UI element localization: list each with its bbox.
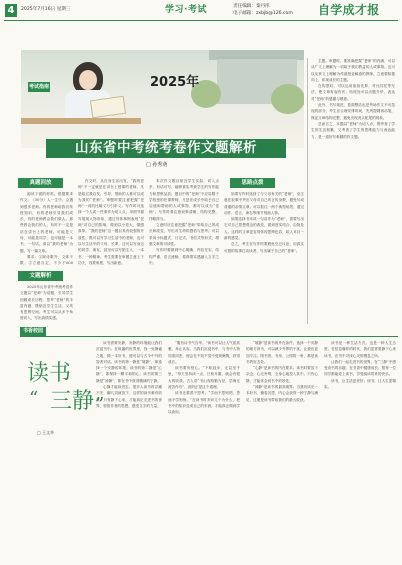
paragraph: 读书需要安静，安静的环境能让我们沉浸书中。在喧嚣的世界里，找一处静谧之地，捧一本好书，便可以与古今中外的智者对话。读书的第一静是“境静”，即选择一个安静的环境；读书的第二静是“心静”，即保持一颗平和的心；读书的第三静是“神静”，即在书中获得精神的宁静。	[96, 341, 162, 383]
article-column	[168, 340, 240, 560]
subhead-wenti: 文题解析	[18, 271, 63, 281]
article-column	[96, 340, 162, 560]
paragraph: 读书还要善于思考。“学而不思则罔，思而不学则殆。”在读书时多问几个为什么，把书中的知识变成自己的东西，才能真正做到学以致用。	[168, 391, 240, 415]
paragraph: “境静”是读书的外在条件。选择一个安静的地方读书，可以减少外界的干扰，让我们更加专注。图书馆、书房、公园的一角，都是读书的好去处。	[246, 341, 318, 364]
header-rule	[4, 20, 398, 21]
paragraph: 总之，考生在写作时要避免空泛议论，用真实可感的故事打动读者，写出属于自己的“老师”。	[224, 242, 304, 253]
feature-tag: 考试指南	[28, 84, 49, 90]
bottom-author: □ 王文华	[37, 430, 55, 435]
tree-illustration	[271, 84, 304, 114]
section-tag: 书香校园	[20, 327, 46, 336]
article-column	[20, 284, 73, 324]
paragraph: 此外，书写规范、卷面整洁也是考场作文不可忽视的部分。考生应合理安排时间，先列提纲再动笔，保证文章结构完整，避免出现虎头蛇尾的现象。	[311, 103, 395, 120]
subhead-siluo: 思路点拨	[230, 178, 275, 188]
quote-close-glyph: ”	[95, 394, 105, 415]
paragraph: “心静”是读书的内在要求。读书时要放下杂念，心无旁骛，全身心地投入其中。只有心静，才能体会到书中的妙处。	[246, 366, 318, 383]
article-column	[224, 191, 304, 324]
paragraph: 2025年山东省中考统考卷作文题以“老师”为话题，引导学生回顾成长历程，思考“老师”的丰富内涵，既贴近学生生活，又具有思辨空间。考生可以从多个角度切入，写出真情实感。	[20, 285, 73, 321]
paragraph: 在构思时，可以运用欲扬先抑、对比衬托等写法，使文章有起有伏；结尾处可以点题升华，表达对“老师”的感激与敬意。	[311, 84, 395, 101]
article-column	[78, 178, 144, 324]
paragraph: “神静”是读书的最高境界。当我们读完一本好书，掩卷沉思，内心会获得一种宁静与满足，这便是读书带给我们的最大收获。	[246, 385, 318, 402]
paragraph: 要求：①除诗歌外，文体不限；②立意自定，不少于600	[20, 254, 73, 266]
feature-title: 山东省中考统考卷作文题解析	[46, 139, 286, 158]
feature-banner-illustration	[21, 50, 304, 148]
newspaper-masthead: 自学成才报	[318, 3, 380, 17]
page-number: 4	[5, 4, 17, 17]
paragraph: 立意时应注意挖掘“老师”带给自己的成长和改变，写出对生命的感悟与思考。可以采用小标题式、日记式、书信式等形式，增强文章的可读性。	[149, 223, 219, 246]
bottom-title-line1: 读书	[27, 361, 72, 386]
paragraph: 主题。审题时，要准确把握“老师”的内涵，可以从广义上理解为一切给予我们教益的人或事物；也可以从狭义上理解为传道授业解惑的教师。立意要积极向上，体现成长的主题。	[311, 59, 395, 82]
paragraph: 心静才能读进去。很多人读书时浮躁不安，翻几页就放下，这样的读书难有收获。只有静下心来，才能真正走进书的世界，领悟作者的思想，感受文字的力量。	[96, 385, 162, 408]
paragraph: “腹有诗书气自华。”读书可以让人气质高雅，举止从容。当我们沉浸书中，与书中人物同喜同悲，便会在不知不觉中受到熏陶，获得成长。	[168, 341, 240, 364]
subhead-zhenti: 真题回放	[18, 178, 63, 188]
column-divider	[307, 58, 308, 324]
paragraph: 总而言之，本题以“老师”为切入点，既考查了学生的生活积累，又考查了学生的思维能力与表达能力，是一道好写难精的作文题。	[311, 121, 395, 139]
editor-email: 电子邮箱：zxbjb@126.com	[233, 11, 293, 16]
student-face	[79, 70, 97, 90]
section-name: 学习·考试	[165, 5, 207, 15]
article-column	[20, 191, 73, 267]
paragraph: 如果选择书本或一句话作为“老师”，需要写出它对自己思想观念的改变，做到虚实结合、由物及人。这样的文章更容易体现思辨色彩，给人耳目一新的感觉。	[224, 217, 304, 241]
paragraph: 本次作文题目贴近学生实际，切入点多，有话可写，能够真实考查学生的写作能力和思维品质。题目中的“老师”不应局限于学校里的任课教师，凡是在成长中给予自己启迪和帮助的人或事物，都可以成为“老师”。写作时要注意叙事清晰，结构完整，详略得当。	[149, 179, 219, 221]
paragraph: 写作时要做到中心明确、内容充实、结构严谨、语言流畅，将真情实感融入文字之中。	[149, 248, 219, 265]
page-header	[0, 0, 402, 22]
article-column	[324, 340, 396, 560]
feature-year: 2025年	[150, 75, 200, 90]
paragraph: 读书是一种生活方式，也是一种人生态度。在信息爆炸的时代，我们更需要静下心来读书，在书中寻找心灵的栖息之所。	[324, 341, 396, 358]
desk	[21, 118, 141, 124]
paragraph: 读书，让生活更美好；读书，让人生更精彩。	[324, 378, 396, 390]
article-column	[246, 340, 318, 560]
paragraph: 作文时，从自身生活出发，“我的老师”不一定就是在讲台上授课的老师，凡是给过我启发、引导、帮助的人都可以成为我的“老师”。审题时要注意把握“老师”一词的比喻义与引申义。写作时可选择一个人或一件事作为切入点，用细节描写展现人物形象，通过具体事例表现“老师”对自己的影响，做到以小见大，情感真挚。“我的老师”这一题目具有较强的开放性，既可以写学习生活中的老师，也可以写生活中的父母、长辈，还可以写身边的同学、朋友，甚至可以写陌生人、一本书、一种精神。考生需要在审题立意上下功夫，找准角度，写出新意。	[78, 179, 144, 265]
feature-byline: □ 孙秀萌	[146, 162, 168, 168]
editor-credit: 责任编辑：秦丹彤	[233, 4, 270, 9]
paragraph: 让我们一起走进书的世界，在“三静”中感受读书的乐趣，在书香中健康成长。愿每一位同学都能爱上读书，享受阅读带来的快乐。	[324, 359, 396, 377]
article-column	[311, 58, 395, 324]
paragraph: 如果写作时选择了与父母有关的“老师”，应注意在叙事中突出父母对自己的言传身教，避免写成普通的亲情文章。可以抓住一两个典型场景，通过动作、语言、神态等细节刻画人物。	[224, 192, 304, 215]
quote-open-glyph: “	[29, 388, 39, 409]
article-column	[149, 178, 219, 324]
issue-date: 2025年7月16日 星期三	[21, 7, 71, 12]
bottom-title-line2: 三静	[50, 389, 95, 414]
section-rule	[20, 336, 398, 337]
paragraph: 读书要有恒心。“不积跬步，无以至千里。”每天坚持读一点，日积月累，就会有很大的收获。古人讲“书山有路勤为径，学海无涯苦作舟”，说的正是这个道理。	[168, 366, 240, 390]
paragraph: 阅读下面的材料，根据要求作文。（50分）人一生中，会遇到很多老师。有的老师给我们传授知识，有的老师引导我们成长，有的老师教会我们做人。那些教会我们的人，有时不一定是站在讲台上的老师。可能是父母，可能是同学，也可能是一本书、一句话。请以“我的老师”为题，写一篇文章。	[20, 192, 73, 253]
